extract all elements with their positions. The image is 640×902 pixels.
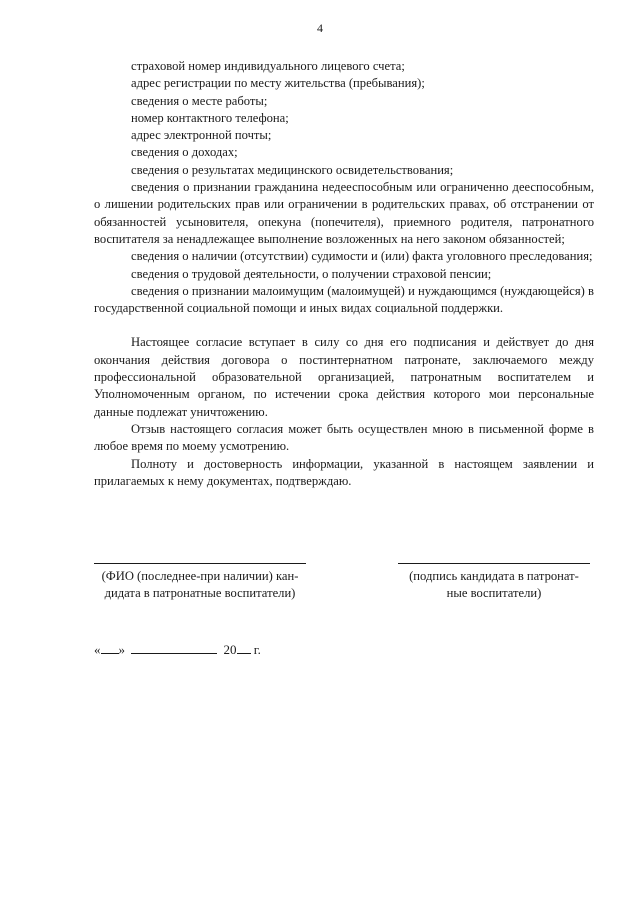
signature-field-line[interactable] xyxy=(398,563,590,564)
consent-revocation-paragraph: Отзыв настоящего согласия может быть осуществлен мною в письменной форме в любое время по моему усмотрению. xyxy=(94,421,594,454)
list-item: сведения о месте работы; xyxy=(131,93,268,108)
document-body xyxy=(94,58,594,490)
list-item: номер контактного телефона; xyxy=(131,110,289,125)
list-item: сведения о наличии (отсутствии) судимости и (или) факта уголовного преследования; xyxy=(131,249,593,264)
name-field-line[interactable] xyxy=(94,563,306,564)
year-blank[interactable] xyxy=(237,641,251,654)
date-close-quote: » xyxy=(118,642,125,657)
signature-caption-line-2: ные воспитатели) xyxy=(446,586,542,600)
month-blank[interactable] xyxy=(131,641,217,654)
year-prefix: 20 xyxy=(223,642,237,657)
page-number: 4 xyxy=(317,21,323,35)
paragraph-gap xyxy=(94,317,594,334)
list-item: сведения о признании гражданина недееспособным или ограниченно дееспособным, о лишении родительских прав или ограничении в родительских правах, об отстранении от обязанностей усыновителя, опекуна (попечителя), приемного родителя, патронатного воспитателя за ненадлежащее выполнение возложенных на него законом обязанностей; xyxy=(94,180,594,246)
list-item: сведения о результатах медицинского освидетельствования; xyxy=(131,162,454,177)
year-suffix: г. xyxy=(250,642,261,657)
list-item: сведения о признании малоимущим (малоимущей) и нуждающимся (нуждающейся) в государственной социальной помощи и иных видах социальной поддержки. xyxy=(94,283,594,316)
date-open-quote: « xyxy=(94,642,101,657)
information-confirmation-paragraph: Полноту и достоверность информации, указанной в настоящем заявлении и прилагаемых к нему документах, подтверждаю. xyxy=(94,456,594,488)
list-item: адрес электронной почты; xyxy=(131,128,272,143)
personal-data-list xyxy=(94,58,594,317)
name-signature-block xyxy=(94,563,306,602)
name-caption-line-1: (ФИО (последнее-при наличии) кан- xyxy=(101,569,299,583)
date-field xyxy=(94,641,261,659)
name-caption-line-2: дидата в патронатные воспитатели) xyxy=(104,586,296,600)
day-blank[interactable] xyxy=(101,641,119,654)
list-item: страховой номер индивидуального лицевого счета; xyxy=(131,59,405,73)
signature-caption-line-1: (подпись кандидата в патронат- xyxy=(409,569,579,583)
list-item: адрес регистрации по месту жительства (пребывания); xyxy=(131,76,425,91)
consent-validity-paragraph: Настоящее согласие вступает в силу со дня его подписания и действует до дня окончания действия договора о постинтернатном патронате, заключаемого между профессиональной образовательной организацией, патронатным воспитателем и Уполномоченным органом, по истечении срока действия которого мои персональные данные подлежат уничтожению. xyxy=(94,335,594,419)
list-item: сведения о доходах; xyxy=(131,145,238,160)
signature-block xyxy=(398,563,590,602)
list-item: сведения о трудовой деятельности, о получении страховой пенсии; xyxy=(131,266,492,281)
